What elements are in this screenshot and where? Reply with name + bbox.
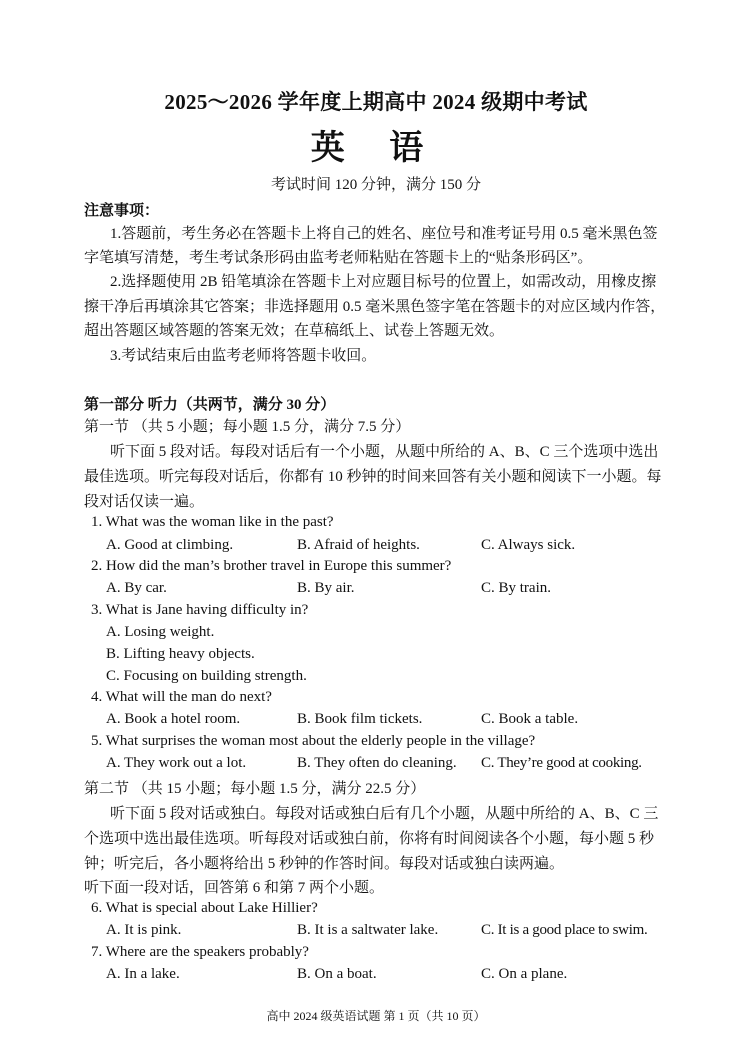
note-3: 3.考试结束后由监考老师将答题卡收回。 <box>110 348 377 364</box>
section1-heading: 第一节 （共 5 小题；每小题 1.5 分，满分 7.5 分） <box>84 419 411 435</box>
question-5-option-c: C. They’re good at cooking. <box>481 755 642 771</box>
question-3-option-a: A. Losing weight. <box>106 624 215 640</box>
question-7-option-a: A. In a lake. <box>106 966 180 982</box>
question-1-stem: 1. What was the woman like in the past? <box>91 514 334 530</box>
dialog-6-7-instruction: 听下面一段对话，回答第 6 和第 7 两个小题。 <box>84 880 385 896</box>
section1-instructions-line-3: 段对话仅读一遍。 <box>84 494 205 510</box>
question-3-option-c: C. Focusing on building strength. <box>106 668 307 684</box>
section2-instructions-line-1: 听下面 5 段对话或独白。每段对话或独白后有几个小题，从题中所给的 A、B、C 三 <box>110 806 659 822</box>
section1-instructions-line-2: 最佳选项。听完每段对话后，你都有 10 秒钟的时间来回答有关小题和阅读下一小题。每 <box>84 469 662 485</box>
question-6-option-c: C. It is a good place to swim. <box>481 922 648 938</box>
page-footer: 高中 2024 级英语试题 第 1 页（共 10 页） <box>266 1009 486 1023</box>
exam-title: 2025～2026 学年度上期高中 2024 级期中考试 <box>164 90 588 114</box>
question-2-option-c: C. By train. <box>481 580 551 596</box>
section2-instructions-line-3: 钟；听完后，各小题将给出 5 秒钟的作答时间。每段对话或独白读两遍。 <box>84 856 565 872</box>
section1-instructions-line-1: 听下面 5 段对话。每段对话后有一个小题，从题中所给的 A、B、C 三个选项中选出 <box>110 444 659 460</box>
note-2-line-1: 2.选择题使用 2B 铅笔填涂在答题卡上对应题目标号的位置上，如需改动，用橡皮擦 <box>110 274 657 290</box>
note-1-line-2: 字笔填写清楚，考生考试条形码由监考老师粘贴在答题卡上的“贴条形码区”。 <box>84 250 593 266</box>
question-5-option-a: A. They work out a lot. <box>106 755 247 771</box>
question-7-option-b: B. On a boat. <box>297 966 377 982</box>
subject-title: 英 语 <box>310 130 442 167</box>
question-2-option-a: A. By car. <box>106 580 167 596</box>
question-1-option-c: C. Always sick. <box>481 537 576 553</box>
question-6-option-a: A. It is pink. <box>106 922 182 938</box>
question-3-stem: 3. What is Jane having difficulty in? <box>91 602 309 618</box>
question-4-option-a: A. Book a hotel room. <box>106 711 241 727</box>
exam-info: 考试时间 120 分钟，满分 150 分 <box>270 177 481 193</box>
note-2-line-3: 超出答题区域答题的答案无效；在草稿纸上、试卷上答题无效。 <box>84 323 505 339</box>
section2-instructions-line-2: 个选项中选出最佳选项。听每段对话或独白前，你将有时间阅读各个小题，每小题 5 秒 <box>84 831 655 847</box>
question-4-stem: 4. What will the man do next? <box>91 689 272 705</box>
question-4-option-c: C. Book a table. <box>481 711 579 727</box>
question-1-option-b: B. Afraid of heights. <box>297 537 420 553</box>
question-6-option-b: B. It is a saltwater lake. <box>297 922 439 938</box>
question-5-option-b: B. They often do cleaning. <box>297 755 457 771</box>
notes-heading: 注意事项： <box>84 203 160 219</box>
section2-heading: 第二节 （共 15 小题；每小题 1.5 分，满分 22.5 分） <box>84 781 426 797</box>
question-6-stem: 6. What is special about Lake Hillier? <box>91 900 318 916</box>
question-2-stem: 2. How did the man’s brother travel in Europe this summer? <box>91 558 452 574</box>
note-1-line-1: 1.答题前，考生务必在答题卡上将自己的姓名、座位号和准考证号用 0.5 毫米黑色签 <box>110 226 658 242</box>
note-2-line-2: 擦干净后再填涂其它答案；非选择题用 0.5 毫米黑色签字笔在答题卡的对应区域内作答， <box>84 299 666 315</box>
part1-heading: 第一部分 听力（共两节，满分 30 分） <box>84 397 336 413</box>
question-5-stem: 5. What surprises the woman most about the elderly people in the village? <box>91 733 536 749</box>
question-1-option-a: A. Good at climbing. <box>106 537 234 553</box>
question-7-option-c: C. On a plane. <box>481 966 568 982</box>
question-2-option-b: B. By air. <box>297 580 355 596</box>
question-4-option-b: B. Book film tickets. <box>297 711 423 727</box>
question-3-option-b: B. Lifting heavy objects. <box>106 646 255 662</box>
question-7-stem: 7. Where are the speakers probably? <box>91 944 309 960</box>
